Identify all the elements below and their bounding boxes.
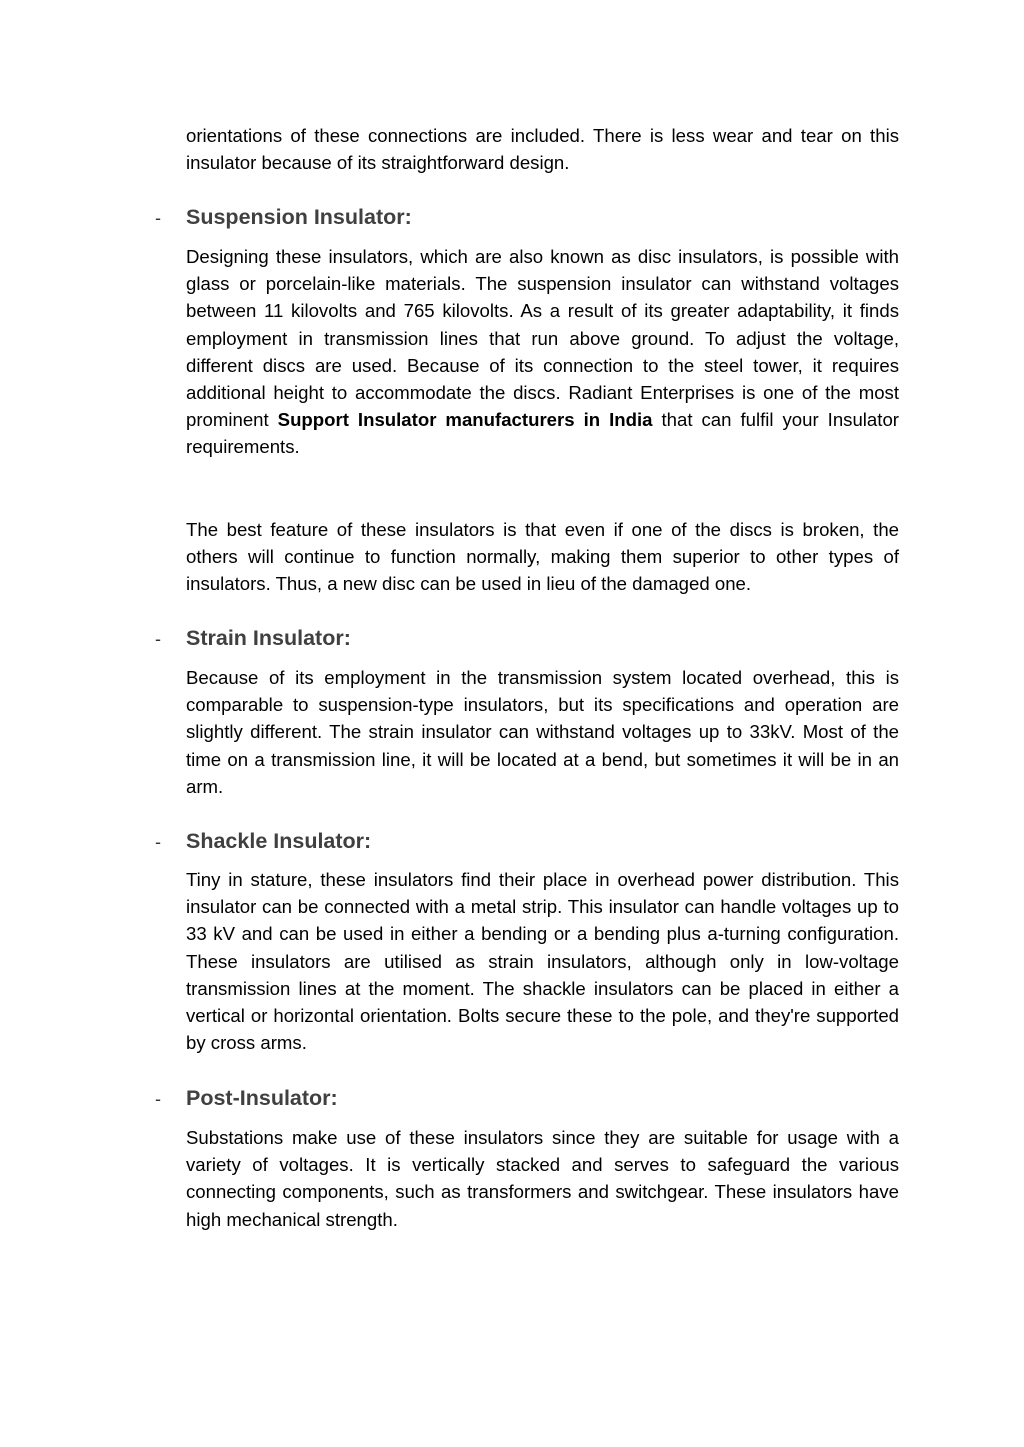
suspension-insulator-paragraph-2: The best feature of these insulators is that even if one of the discs is broken, the others will continue to function normally, making them superior to other types of insulators. Thus, a new disc can be used in lieu of the damaged one. xyxy=(186,519,899,595)
suspension-insulator-heading: Suspension Insulator: xyxy=(186,205,412,229)
strain-insulator-heading-row xyxy=(155,626,915,656)
post-insulator-paragraph: Substations make use of these insulators since they are suitable for usage with a variety of voltages. It is vertically stacked and serves to safeguard the various connecting components, such as transformers and switchgear. These insulators have high mechanical strength. xyxy=(186,1127,899,1230)
suspension-insulator-paragraph xyxy=(186,243,899,461)
post-insulator-heading: Post-Insulator: xyxy=(186,1086,338,1110)
shackle-insulator-paragraph: Tiny in stature, these insulators find their place in overhead power distribution. This insulator can be connected with a metal strip. This insulator can handle voltages up to 33 kV and can be used in either a bending or a bending plus a-turning configuration. These insulators are utilised as strain insulators, although only in low-voltage transmission lines at the moment. The shackle insulators can be placed in either a vertical or horizontal orientation. Bolts secure these to the pole, and they're supported by cross arms. xyxy=(186,869,899,1054)
intro-paragraph: orientations of these connections are included. There is less wear and tear on this insulator because of its straightforward design. xyxy=(186,125,899,174)
paragraph-text: that can fulfil your Insulator requirements. xyxy=(186,409,899,458)
suspension-insulator-heading-row xyxy=(155,205,915,235)
bullet-dash: - xyxy=(155,629,161,649)
bullet-dash: - xyxy=(155,1089,161,1109)
strain-insulator-heading: Strain Insulator: xyxy=(186,626,351,650)
bold-keyword: Support Insulator manufacturers in India xyxy=(277,409,653,431)
shackle-insulator-heading-row xyxy=(155,829,915,859)
shackle-insulator-heading: Shackle Insulator: xyxy=(186,829,372,853)
strain-insulator-paragraph: Because of its employment in the transmission system located overhead, this is comparable to suspension-type insulators, but its specifications and operation are slightly different. The strain insulator can withstand voltages up to 33kV. Most of the time on a transmission line, it will be located at a bend, but sometimes it will be in an arm. xyxy=(186,667,899,797)
bullet-dash: - xyxy=(155,832,161,852)
paragraph-text: Designing these insulators, which are also known as disc insulators, is possible with glass or porcelain-like materials. The suspension insulator can withstand voltages between 11 kilovolts and 765 kilovolts. As a result of its greater adaptability, it finds employment in transmission lines that run above ground. To adjust the voltage, different discs are used. Because of its connection to the steel tower, it requires additional height to accommodate the discs. Radiant Enterprises is one of the most prominent xyxy=(186,246,899,431)
post-insulator-heading-row xyxy=(155,1086,915,1116)
bullet-dash: - xyxy=(155,208,161,228)
